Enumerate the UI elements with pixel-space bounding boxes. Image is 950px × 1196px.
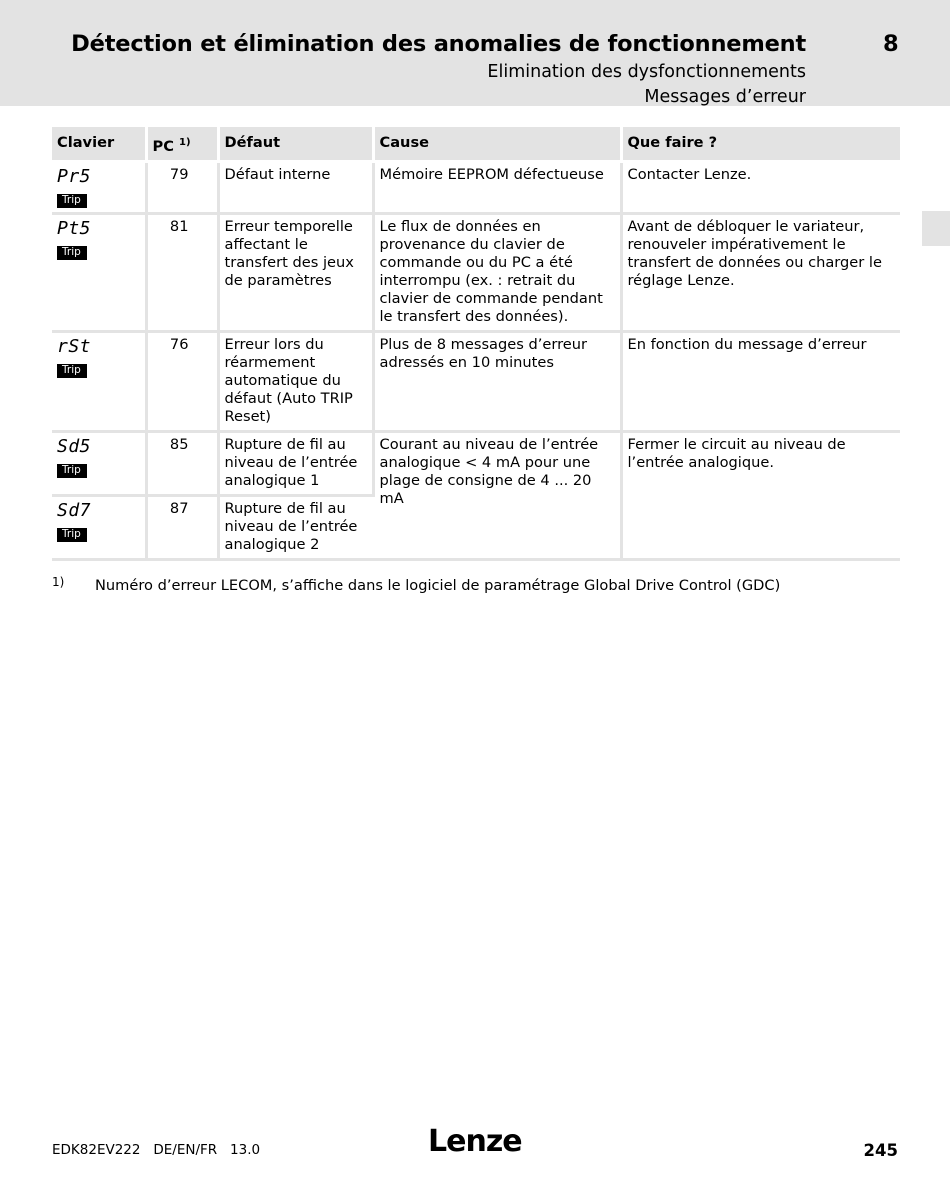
keypad-error-code: Pt5 [57, 217, 92, 239]
keypad-error-code: Sd5 [57, 435, 92, 457]
table-row [52, 213, 900, 331]
page-number: 245 [863, 1141, 898, 1160]
subsection-subtitle: Messages d’erreur [644, 87, 806, 107]
action-cell: Avant de débloquer le variateur, renouveler impérativement le transfert de données ou charger le réglage Lenze. [621, 213, 900, 331]
fault-cell: Rupture de fil au niveau de l’entrée analogique 1 [218, 431, 373, 495]
section-subtitle: Elimination des dysfonctionnements [487, 62, 806, 82]
keypad-cell [52, 161, 146, 213]
column-header-clavier: Clavier [52, 127, 146, 161]
trip-badge: Trip [57, 528, 87, 542]
table-row [52, 431, 900, 495]
action-cell: Contacter Lenze. [621, 161, 900, 213]
table-row [52, 161, 900, 213]
fault-cell: Erreur temporelle affectant le transfert des jeux de paramètres [218, 213, 373, 331]
fault-cell: Erreur lors du réarmement automatique du défaut (Auto TRIP Reset) [218, 331, 373, 431]
footnote-text: Numéro d’erreur LECOM, s’affiche dans le logiciel de paramétrage Global Drive Control (GDC) [95, 577, 781, 594]
trip-badge: Trip [57, 364, 87, 378]
trip-badge: Trip [57, 246, 87, 260]
pc-error-number: 87 [146, 495, 218, 559]
action-cell: Fermer le circuit au niveau de l’entrée analogique. [621, 431, 900, 559]
chapter-number: 8 [883, 31, 899, 57]
pc-error-number: 76 [146, 331, 218, 431]
pc-error-number: 79 [146, 161, 218, 213]
lenze-logo: Lenze [428, 1124, 522, 1159]
keypad-cell [52, 431, 146, 495]
trip-badge: Trip [57, 194, 87, 208]
fault-cell: Défaut interne [218, 161, 373, 213]
column-header-defaut: Défaut [218, 127, 373, 161]
chapter-side-tab [922, 211, 950, 246]
pc-error-number: 81 [146, 213, 218, 331]
footnote-ref: 1) [179, 137, 191, 148]
keypad-error-code: Sd7 [57, 499, 92, 521]
table-header-row [52, 127, 900, 161]
keypad-error-code: Pr5 [57, 165, 92, 187]
error-messages-table [52, 127, 900, 561]
cause-cell: Le flux de données en provenance du clavier de commande ou du PC a été interrompu (ex. : retrait du clavier de commande pendant le transfert des données). [373, 213, 621, 331]
cause-cell: Plus de 8 messages d’erreur adressés en 10 minutes [373, 331, 621, 431]
column-header-pc [146, 127, 218, 161]
trip-badge: Trip [57, 464, 87, 478]
cause-cell: Mémoire EEPROM défectueuse [373, 161, 621, 213]
action-cell: En fonction du message d’erreur [621, 331, 900, 431]
keypad-cell [52, 213, 146, 331]
fault-cell: Rupture de fil au niveau de l’entrée analogique 2 [218, 495, 373, 559]
chapter-title: Détection et élimination des anomalies de fonctionnement [71, 31, 806, 57]
keypad-cell [52, 331, 146, 431]
table-row [52, 331, 900, 431]
footnote-mark: 1) [52, 575, 65, 589]
keypad-cell [52, 495, 146, 559]
pc-error-number: 85 [146, 431, 218, 495]
cause-cell: Courant au niveau de l’entrée analogique < 4 mA pour une plage de consigne de 4 ... 20 mA [373, 431, 621, 559]
document-reference: EDK82EV222 DE/EN/FR 13.0 [52, 1142, 261, 1158]
column-header-cause: Cause [373, 127, 621, 161]
keypad-error-code: rSt [57, 335, 92, 357]
column-header-action: Que faire ? [621, 127, 900, 161]
pc-label: PC [152, 137, 174, 155]
